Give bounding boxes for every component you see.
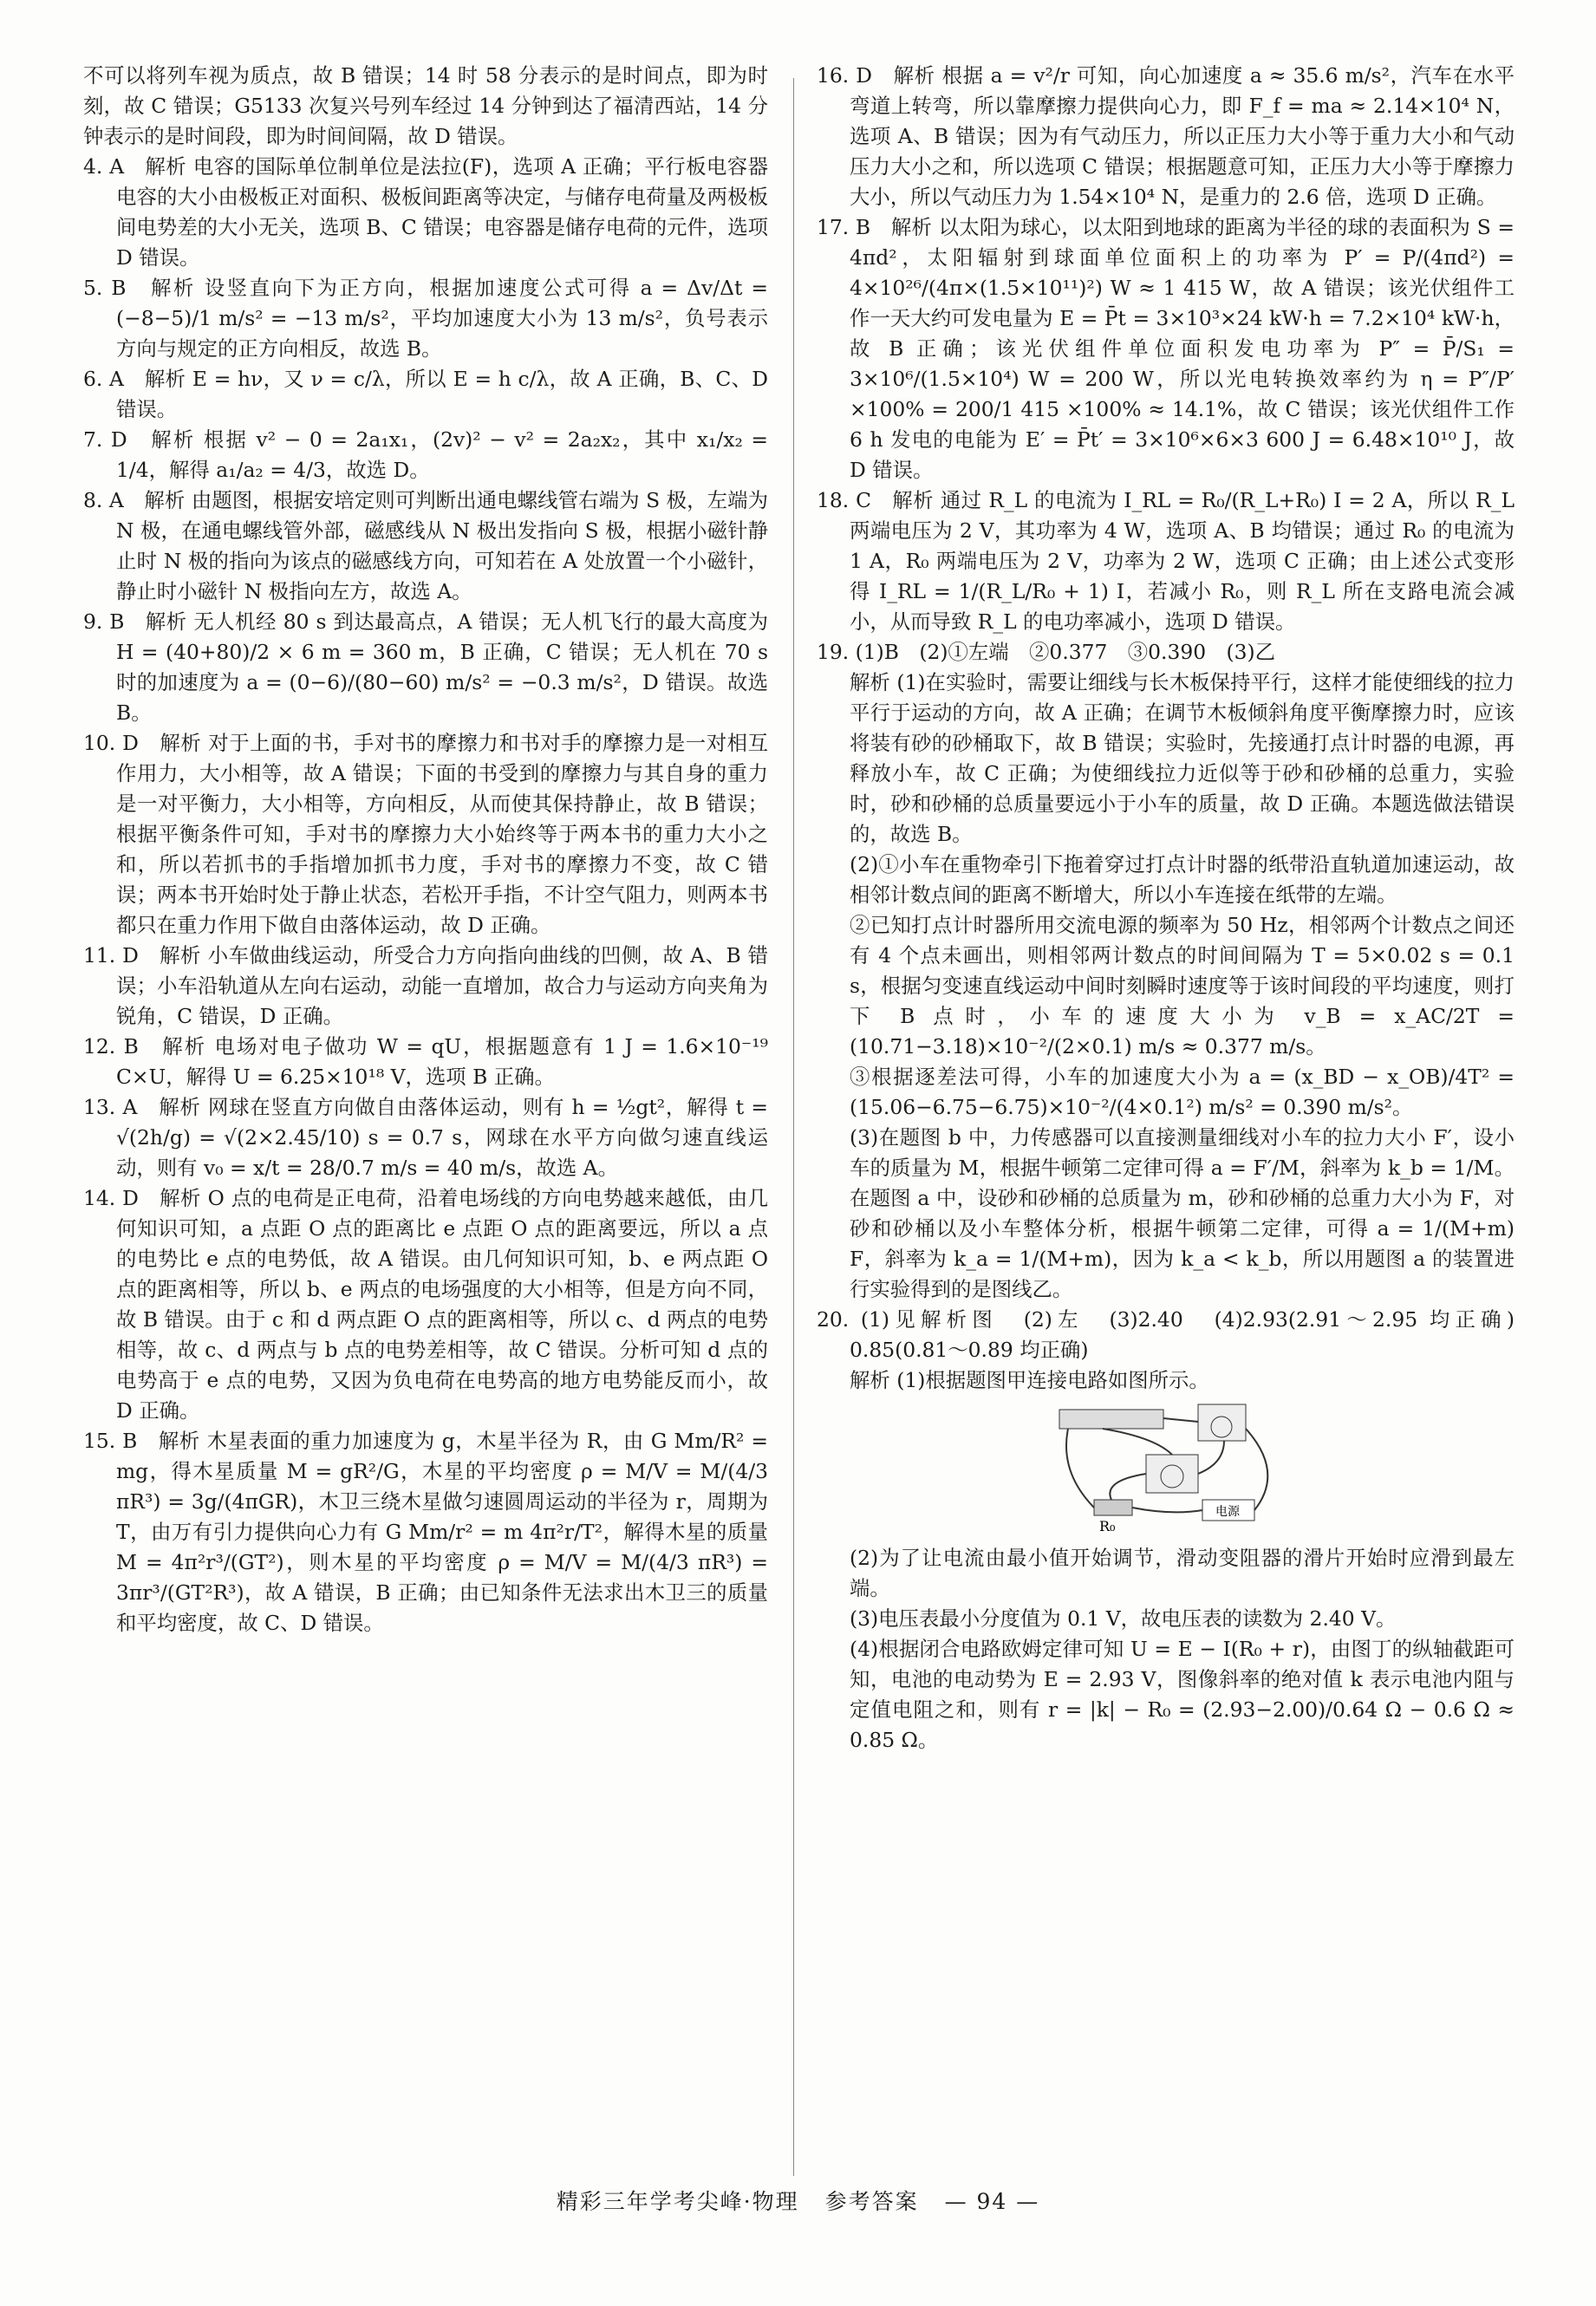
answer-19-analysis-1: 解析 (1)在实验时，需要让细线与长木板保持平行，这样才能使细线的拉力平行于运动的方向，故 A 正确；在调节木板倾斜角度平衡摩擦力时，应该将装有砂的砂桶取下，故 B 错误；实验时，先接通打点计时器的电源，再释放小车，故 C 正确；为使细线拉力近似等于砂和砂桶的总重力，实验时，砂和砂桶的总质量要远小于小车的质量，故 D 正确。本题选做法错误的，故选 B。 bbox=[850, 670, 1515, 846]
answer-11: 11. D 解析 小车做曲线运动，所受合力方向指向曲线的凹侧，故 A、B 错误；小车沿轨道从左向右运动，动能一直增加，故合力与运动方向夹角为锐角，C 错误，D 正确。 bbox=[83, 943, 768, 1028]
r0-label: R₀ bbox=[1099, 1518, 1116, 1533]
resistor-r0 bbox=[1094, 1500, 1132, 1515]
answer-13: 13. A 解析 网球在竖直方向做自由落体运动，则有 h = ½gt²，解得 t = √(2h/g) = √(2×2.45/10) s = 0.7 s，网球在水平方向做匀速直线运动，则有 v₀ = x/t = 28/0.7 m/s = 40 m/s，故选 A。 bbox=[83, 1095, 768, 1180]
column-divider bbox=[793, 78, 794, 2176]
answer-19-analysis-4: ③根据逐差法可得，小车的加速度大小为 a = (x_BD − x_OB)/4T² = (15.06−6.75−6.75)×10⁻²/(4×0.1²) m/s² = 0.390 m/s²。 bbox=[850, 1065, 1515, 1119]
answer-17: 17. B 解析 以太阳为球心，以太阳到地球的距离为半径的球的表面积为 S = 4πd²，太阳辐射到球面单位面积上的功率为 P′ = P/(4πd²) = 4×10²⁶/(4π×(1.5×10¹¹)²) W ≈ 1 415 W，故 A 错误；该光伏组件工作一天大约可发电量为 E = P̄t = 3×10³×24 kW·h = 7.2×10⁴ kW·h，故 B 正确；该光伏组件单位面积发电功率为 P″ = P̄/S₁ = 3×10⁶/(1.5×10⁴) W = 200 W，所以光电转换效率约为 η = P″/P′ ×100% = 200/1 415 ×100% ≈ 14.1%，故 C 错误；该光伏组件工作 6 h 发电的电能为 E′ = P̄t′ = 3×10⁶×6×3 600 J = 6.48×10¹⁰ J，故 D 错误。 bbox=[817, 215, 1515, 482]
answer-20-analysis-2: (2)为了让电流由最小值开始调节，滑动变阻器的滑片开始时应滑到最左端。 bbox=[850, 1546, 1515, 1600]
source-label: 电源 bbox=[1215, 1505, 1240, 1519]
footer-book-title: 精彩三年学考尖峰·物理 bbox=[556, 2189, 799, 2214]
voltmeter bbox=[1198, 1404, 1246, 1441]
answer-12: 12. B 解析 电场对电子做功 W = qU，根据题意有 1 J = 1.6×10⁻¹⁹ C×U，解得 U = 6.25×10¹⁸ V，选项 B 正确。 bbox=[83, 1034, 768, 1089]
page-footer bbox=[0, 2185, 1596, 2216]
answer-8: 8. A 解析 由题图，根据安培定则可判断出通电螺线管右端为 S 极，左端为 N 极，在通电螺线管外部，磁感线从 N 极出发指向 S 极，根据小磁针静止时 N 极的指向为该点的磁感线方向，可知若在 A 处放置一个小磁针，静止时小磁针 N 极指向左方，故选 A。 bbox=[83, 488, 768, 603]
answer-5: 5. B 解析 设竖直向下为正方向，根据加速度公式可得 a = Δv/Δt = (−8−5)/1 m/s² = −13 m/s²，平均加速度大小为 13 m/s²，负号表示方向与规定的正方向相反，故选 B。 bbox=[83, 276, 768, 361]
answer-6: 6. A 解析 E = hν，又 ν = c/λ，所以 E = h c/λ，故 A 正确，B、C、D 错误。 bbox=[83, 367, 768, 421]
answer-4: 4. A 解析 电容的国际单位制单位是法拉(F)，选项 A 正确；平行板电容器电容的大小由极板正对面积、极板间距离等决定，与储存电荷量及两极板间电势差的大小无关，选项 B、C 错误；电容器是储存电荷的元件，选项 D 错误。 bbox=[83, 154, 768, 270]
answer-3-continued: 不可以将列车视为质点，故 B 错误；14 时 58 分表示的是时间点，即为时刻，故 C 错误；G5133 次复兴号列车经过 14 分钟到达了福清西站，14 分钟表示的是时间段，即为时间间隔，故 D 错误。 bbox=[83, 63, 768, 148]
left-column bbox=[83, 61, 768, 1638]
answer-20-analysis-4: (4)根据闭合电路欧姆定律可知 U = E − I(R₀ + r)，由图丁的纵轴截距可知，电池的电动势为 E = 2.93 V，图像斜率的绝对值 k 表示电池内阻与定值电阻之和，则有 r = |k| − R₀ = (2.93−2.00)/0.64 Ω − 0.6 Ω ≈ 0.85 Ω。 bbox=[850, 1637, 1515, 1752]
rheostat bbox=[1059, 1410, 1163, 1429]
answer-19: 19. (1)B (2)①左端 ②0.377 ③0.390 (3)乙 bbox=[817, 640, 1276, 664]
answer-7: 7. D 解析 根据 v² − 0 = 2a₁x₁，(2v)² − v² = 2a₂x₂，其中 x₁/x₂ = 1/4，解得 a₁/a₂ = 4/3，故选 D。 bbox=[83, 427, 768, 482]
circuit-diagram bbox=[1051, 1403, 1293, 1533]
footer-page-number: — 94 — bbox=[944, 2189, 1040, 2214]
answer-20-analysis-3: (3)电压表最小分度值为 0.1 V，故电压表的读数为 2.40 V。 bbox=[850, 1606, 1397, 1631]
answer-9: 9. B 解析 无人机经 80 s 到达最高点，A 错误；无人机飞行的最大高度为 H = (40+80)/2 × 6 m = 360 m，B 正确，C 错误；无人机在 70 s 时的加速度为 a = (0−6)/(80−60) m/s² = −0.3 m/s²，D 错误。故选 B。 bbox=[83, 609, 768, 725]
answer-20: 20. (1)见解析图 (2)左 (3)2.40 (4)2.93(2.91～2.95 均正确) 0.85(0.81～0.89 均正确) bbox=[817, 1307, 1535, 1362]
answer-19-analysis-5: (3)在题图 b 中，力传感器可以直接测量细线对小车的拉力大小 F′，设小车的质量为 M，根据牛顿第二定律可得 a = F′/M，斜率为 k_b = 1/M。在题图 a 中，设砂和砂桶的总质量为 m，砂和砂桶的总重力大小为 F，对砂和砂桶以及小车整体分析，根据牛顿第二定律，可得 a = 1/(M+m) F，斜率为 k_a = 1/(M+m)，因为 k_a < k_b，所以用题图 a 的装置进行实验得到的是图线乙。 bbox=[850, 1125, 1515, 1301]
answer-10: 10. D 解析 对于上面的书，手对书的摩擦力和书对手的摩擦力是一对相互作用力，大小相等，故 A 错误；下面的书受到的摩擦力与其自身的重力是一对平衡力，大小相等，方向相反，从而使其保持静止，故 B 错误；根据平衡条件可知，手对书的摩擦力大小始终等于两本书的重力大小之和，所以若抓书的手指增加抓书力度，手对书的摩擦力不变，故 C 错误；两本书开始时处于静止状态，若松开手指，不计空气阻力，则两本书都只在重力作用下做自由落体运动，故 D 正确。 bbox=[83, 731, 768, 937]
answer-15: 15. B 解析 木星表面的重力加速度为 g，木星半径为 R，由 G Mm/R² = mg，得木星质量 M = gR²/G，木星的平均密度 ρ = M/V = M/(4/3 πR³) = 3g/(4πGR)，木卫三绕木星做匀速圆周运动的半径为 r，周期为 T，由万有引力提供向心力有 G Mm/r² = m 4π²r/T²，解得木星的质量 M = 4π²r³/(GT²)，则木星的平均密度 ρ = M/V = M/(4/3 πR³) = 3πr³/(GT²R³)，故 A 错误，B 正确；由已知条件无法求出木卫三的质量和平均密度，故 C、D 错误。 bbox=[83, 1429, 768, 1635]
answer-19-analysis-3: ②已知打点计时器所用交流电源的频率为 50 Hz，相邻两个计数点之间还有 4 个点未画出，则相邻两计数点的时间间隔为 T = 5×0.02 s = 0.1 s，根据匀变速直线运动中间时刻瞬时速度等于该时间段的平均速度，则打下 B 点时，小车的速度大小为 v_B = x_AC/2T = (10.71−3.18)×10⁻²/(2×0.1) m/s ≈ 0.377 m/s。 bbox=[850, 913, 1515, 1059]
ammeter bbox=[1146, 1455, 1198, 1493]
answer-16: 16. D 解析 根据 a = v²/r 可知，向心加速度 a ≈ 35.6 m/s²，汽车在水平弯道上转弯，所以靠摩擦力提供向心力，即 F_f = ma ≈ 2.14×10⁴ N，选项 A、B 错误；因为有气动压力，所以正压力大小等于重力大小和气动压力大小之和，所以选项 C 错误；根据题意可知，正压力大小等于摩擦力大小，所以气动压力为 1.54×10⁴ N，是重力的 2.6 倍，选项 D 正确。 bbox=[817, 63, 1515, 209]
right-column bbox=[817, 61, 1535, 1756]
answer-19-analysis-2: (2)①小车在重物牵引下拖着穿过打点计时器的纸带沿直轨道加速运动，故相邻计数点间的距离不断增大，所以小车连接在纸带的左端。 bbox=[850, 852, 1515, 907]
answer-20-analysis-1: 解析 (1)根据题图甲连接电路如图所示。 bbox=[850, 1368, 1209, 1392]
answer-18: 18. C 解析 通过 R_L 的电流为 I_RL = R₀/(R_L+R₀) I = 2 A，所以 R_L 两端电压为 2 V，其功率为 4 W，选项 A、B 均错误；通过 R₀ 的电流为 1 A，R₀ 两端电压为 2 V，功率为 2 W，选项 C 正确；由上述公式变形得 I_RL = 1/(R_L/R₀ + 1) I，若减小 R₀，则 R_L 所在支路电流会减小，从而导致 R_L 的电功率减小，选项 D 错误。 bbox=[817, 488, 1515, 634]
answer-14: 14. D 解析 O 点的电荷是正电荷，沿着电场线的方向电势越来越低，由几何知识可知，a 点距 O 点的距离比 e 点距 O 点的距离要远，所以 a 点的电势比 e 点的电势低，故 A 错误。由几何知识可知，b、e 两点距 O 点的距离相等，所以 b、e 两点的电场强度的大小相等，但是方向不同，故 B 错误。由于 c 和 d 两点距 O 点的距离相等，所以 c、d 两点的电势相等，故 c、d 两点与 b 点的电势差相等，故 C 错误。分析可知 d 点的电势高于 e 点的电势，又因为负电荷在电势高的地方电势能反而小，故 D 正确。 bbox=[83, 1186, 768, 1423]
footer-section: 参考答案 bbox=[824, 2189, 919, 2214]
